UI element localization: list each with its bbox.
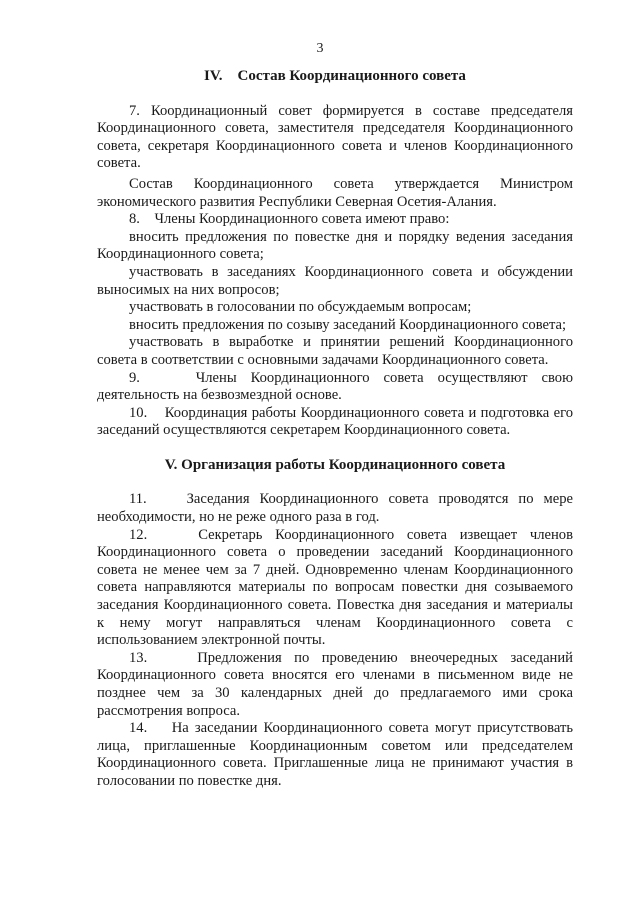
paragraph-8-right-5: участвовать в выработке и принятии решений Координационного совета в соответствии с основными задачами Координационного совета. (97, 334, 573, 368)
paragraph-8-right-4: вносить предложения по созыву заседаний Координационного совета; (129, 316, 567, 333)
paragraph-8: 8. Члены Координационного совета имеют право: (129, 211, 450, 228)
paragraph-8-right-1: вносить предложения по повестке дня и порядку ведения заседания Координационного совета; (97, 228, 573, 263)
paragraph-8-right-2: участвовать в заседаниях Координационного совета и обсуждении выносимых на них вопросов; (97, 263, 573, 298)
paragraph-9: 9. Члены Координационного совета осуществляют свою деятельность на безвозмездной основе. (97, 369, 577, 404)
paragraph-10: 10. Координация работы Координационного совета и подготовка его заседаний осуществляются секретарем Координационного совета. (97, 404, 577, 439)
paragraph-14: 14. На заседании Координационного совета могут присутствовать лица, приглашенные Координационным советом или председателем Координационного совета. Приглашенные лица не принимают участия в голосовании по повестке дня. (97, 720, 577, 789)
document-body (97, 64, 577, 791)
section-4-heading: IV. Состав Координационного совета (204, 68, 466, 84)
paragraph-13: 13. Предложения по проведению внеочередных заседаний Координационного совета вносятся его членами в письменном виде не позднее чем за 30 календарных дней до предлагаемого ими срока рассмотрения вопроса. (97, 649, 577, 719)
paragraph-7: 7. Координационный совет формируется в составе председателя Координационного совета, заместителя председателя Координационного совета, секретаря Координационного совета и членов Координационного совета. (97, 102, 573, 172)
page-number: 3 (316, 41, 324, 56)
paragraph-12: 12. Секретарь Координационного совета извещает членов Координационного совета о проведении заседаний Координационного совета не менее чем за 7 дней. Одновременно членам Координационного совета направляются материалы по вопросам повестки дня созываемого заседания Координационного совета. Повестка дня заседания и материалы к нему могут направляться членам Координационного совета с использованием электронной почты. (97, 526, 577, 649)
paragraph-11: 11. Заседания Координационного совета проводятся по мере необходимости, но не реже одного раза в год. (97, 491, 577, 526)
paragraph-7-composition: Состав Координационного совета утверждается Министром экономического развития Республики Северная Осетия-Алания. (97, 175, 573, 210)
section-5-heading: V. Организация работы Координационного совета (164, 456, 506, 473)
paragraph-8-right-3: участвовать в голосовании по обсуждаемым вопросам; (129, 299, 472, 316)
